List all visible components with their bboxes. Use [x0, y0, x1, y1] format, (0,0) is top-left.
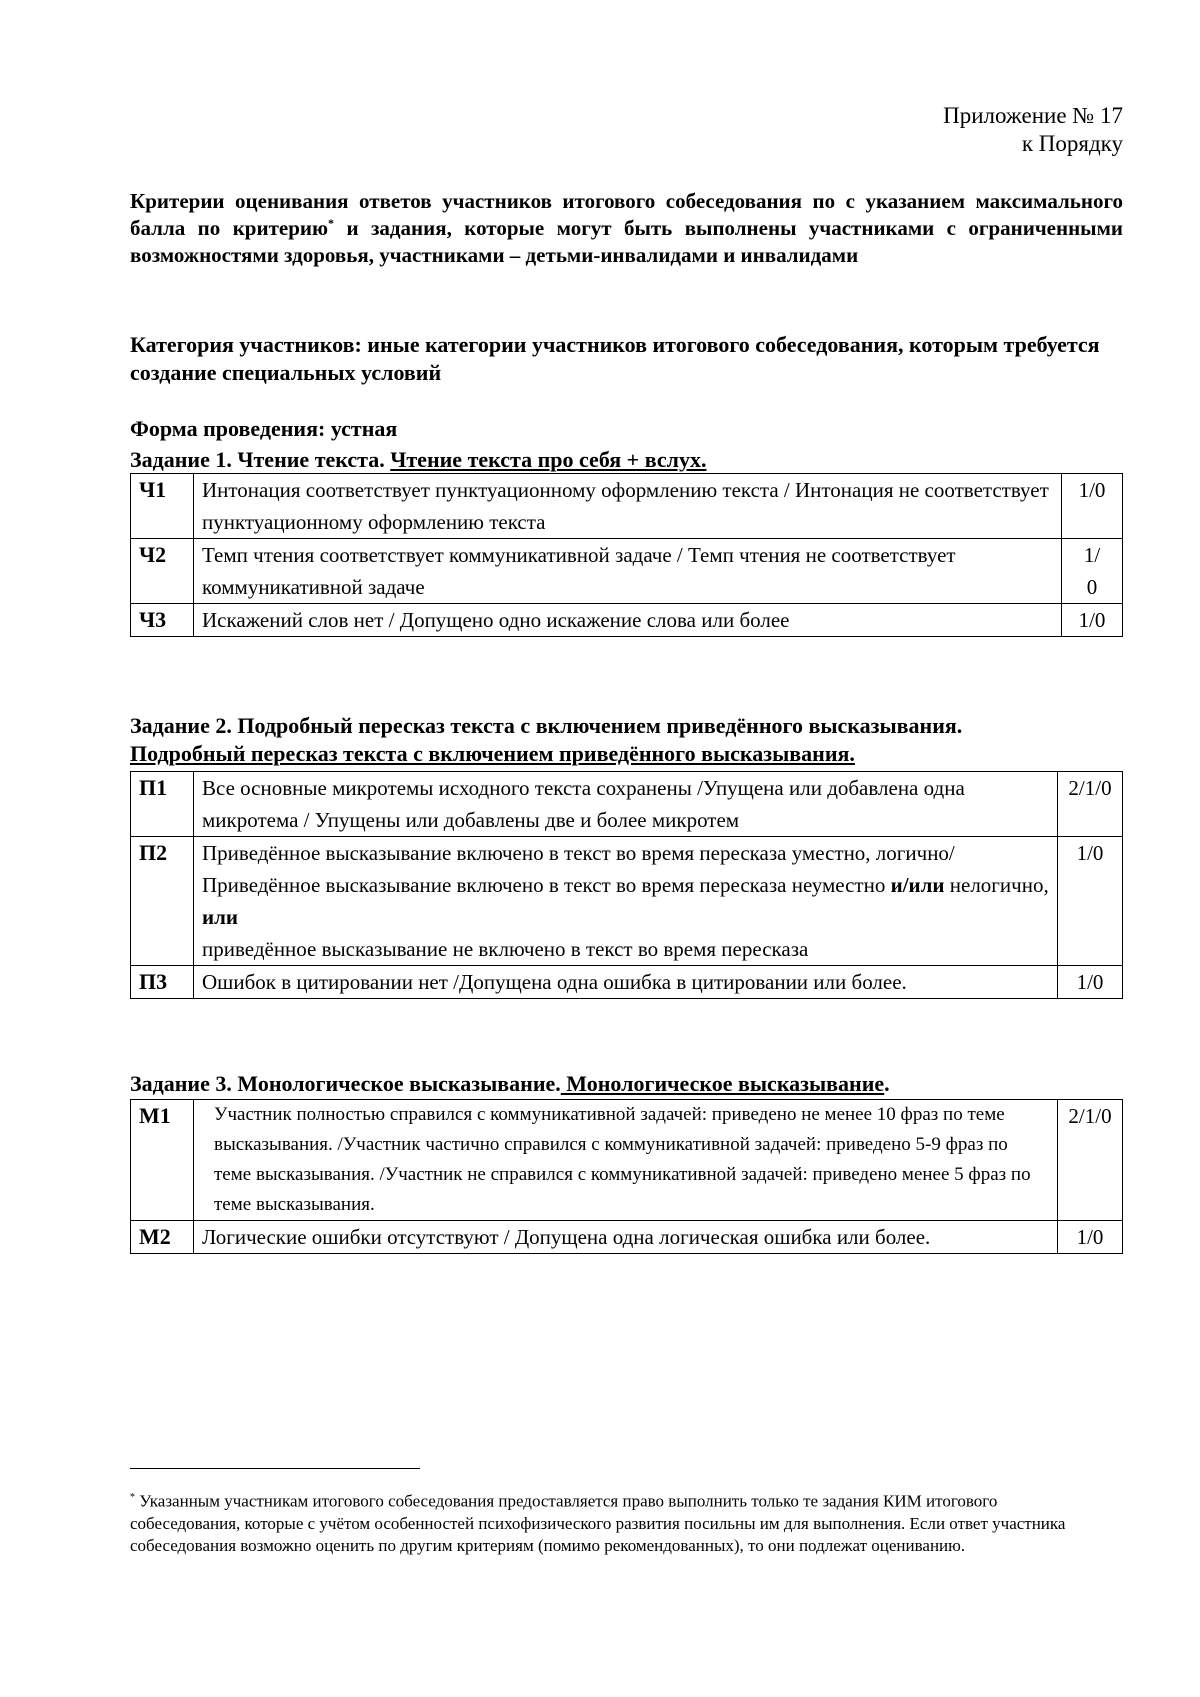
criterion-description-bold: или [202, 905, 238, 929]
footnote-mark: * [130, 1492, 135, 1503]
table-row [131, 1100, 1123, 1221]
document-title [130, 188, 1123, 269]
task2-criteria-table [130, 771, 1123, 999]
conduct-form: Форма проведения: устная [130, 416, 398, 441]
footnote-text: Указанным участникам итогового собеседования предоставляется право выполнить только те задания КИМ итогового собеседования, которые с учётом особенностей психофизического развития посильны им для выполнения. Если ответ участника собеседования возможно оценить по другим критериям (помимо рекомендованных), то они подлежат оцениванию. [130, 1491, 1066, 1555]
criterion-code: П1 [131, 772, 194, 837]
task2-heading-text: Задание 2. Подробный пересказ текста с включением приведённого высказывания. [130, 713, 963, 738]
task2-heading [130, 712, 1123, 768]
criterion-score: 2/1/0 [1058, 772, 1123, 837]
criterion-description: Искажений слов нет / Допущено одно искажение слова или более [194, 604, 1062, 637]
appendix-reference [943, 102, 1123, 158]
criterion-description: Участник полностью справился с коммуникативной задачей: приведено не менее 10 фраз по теме высказывания. /Участник частично справился с коммуникативной задачей: приведено 5-9 фраз по теме высказывания. /Участник не справился с коммуникативной задачей: приведено менее 5 фраз по теме высказывания. [194, 1100, 1058, 1221]
criterion-score: 1/0 [1058, 1221, 1123, 1254]
criterion-description-part: нелогично, [944, 873, 1049, 897]
criterion-code: Ч1 [131, 474, 194, 539]
criterion-code: П3 [131, 966, 194, 999]
criterion-score-line1: 1/ [1083, 543, 1101, 567]
criterion-score: 2/1/0 [1058, 1100, 1123, 1221]
table-row [131, 772, 1123, 837]
criterion-code: М1 [131, 1100, 194, 1221]
task3-criteria-table [130, 1099, 1123, 1254]
criterion-description: Темп чтения соответствует коммуникативной задаче / Темп чтения не соответствует коммуникативной задаче [194, 539, 1062, 604]
table-row [131, 966, 1123, 999]
table-row [131, 474, 1123, 539]
footnote [130, 1487, 1090, 1557]
criterion-description: Интонация соответствует пунктуационному оформлению текста / Интонация не соответствует пунктуационному оформлению текста [194, 474, 1062, 539]
task3-heading [130, 1070, 1123, 1098]
criterion-score: 1/0 [1062, 474, 1123, 539]
criterion-score: 1/0 [1058, 837, 1123, 966]
task1-heading-underlined: Чтение текста про себя + вслух. [390, 447, 707, 472]
criterion-score [1062, 539, 1123, 604]
criterion-score: 1/0 [1062, 604, 1123, 637]
table-row [131, 539, 1123, 604]
footnote-marker: * [328, 216, 335, 230]
appendix-order: к Порядку [1021, 131, 1123, 156]
criterion-score: 1/0 [1058, 966, 1123, 999]
task1-criteria-table [130, 473, 1123, 637]
criterion-description-part: Приведённое высказывание включено в текст во время пересказа уместно, логично/ Приведённое высказывание включено в текст во время пересказа неуместно [202, 841, 955, 897]
criterion-description: Логические ошибки отсутствуют / Допущена одна логическая ошибка или более. [194, 1221, 1058, 1254]
table-row [131, 604, 1123, 637]
task1-heading-text: Задание 1. Чтение текста. [130, 447, 391, 472]
criterion-code: Ч2 [131, 539, 194, 604]
task3-heading-text: Задание 3. Монологическое высказывание. [130, 1071, 561, 1096]
task1-heading [130, 446, 1123, 474]
criterion-description: Все основные микротемы исходного текста сохранены /Упущена или добавлена одна микротема / Упущены или добавлены две и более микротем [194, 772, 1058, 837]
criterion-description: Ошибок в цитировании нет /Допущена одна ошибка в цитировании или более. [194, 966, 1058, 999]
title-text-after: и задания, которые могут быть выполнены участниками с ограниченными возможностями здоровья, участниками – детьми-инвалидами и инвалидами [130, 216, 1123, 267]
criterion-description-part: приведённое высказывание не включено в текст во время пересказа [202, 937, 809, 961]
footnote-divider [130, 1468, 420, 1469]
table-row [131, 837, 1123, 966]
table-row [131, 1221, 1123, 1254]
task2-heading-underlined: Подробный пересказ текста с включением приведённого высказывания. [130, 741, 855, 766]
criterion-code: М2 [131, 1221, 194, 1254]
criterion-code: Ч3 [131, 604, 194, 637]
criterion-description-bold: и/или [890, 873, 945, 897]
appendix-number: Приложение № 17 [943, 103, 1123, 128]
criterion-description [194, 837, 1058, 966]
task3-heading-underlined: Монологическое высказывание [560, 1071, 885, 1096]
title-text: Критерии оценивания ответов участников итогового собеседования по с указанием максимального балла по критерию [130, 189, 1123, 240]
criterion-code: П2 [131, 837, 194, 966]
participant-category: Категория участников: иные категории участников итогового собеседования, которым требуется создание специальных условий [130, 332, 1100, 385]
task3-heading-end: . [884, 1071, 890, 1096]
criterion-score-line2: 0 [1086, 575, 1098, 599]
